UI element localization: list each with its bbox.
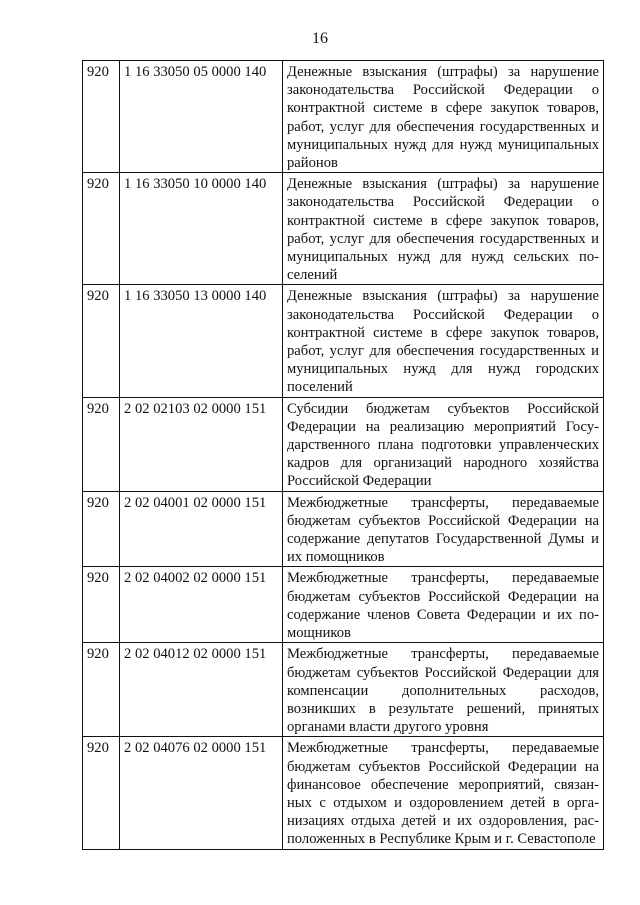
admin-code-cell: 920 bbox=[83, 643, 120, 737]
description-cell: Межбюджетные трансферты, передаваемые бюджетам субъектов Российской Федерации на финансовое обеспечение мероприятий, связанных с отдыхом и оздоровлением детей в организациях отдыха детей и их оздоровления, расположенных в Республике Крым и г. Севастополе bbox=[283, 737, 604, 849]
table-row bbox=[83, 643, 604, 737]
description-cell: Денежные взыскания (штрафы) за нарушение законодательства Российской Федерации о контрактной системе в сфере закупок товаров, работ, услуг для обеспечения государственных и муниципальных нужд для нужд сельских поселений bbox=[283, 173, 604, 285]
table-row bbox=[83, 397, 604, 491]
description-cell: Денежные взыскания (штрафы) за нарушение законодательства Российской Федерации о контрактной системе в сфере закупок товаров, работ, услуг для обеспечения государственных и муниципальных нужд для нужд городских поселений bbox=[283, 285, 604, 397]
table-row bbox=[83, 173, 604, 285]
table-row bbox=[83, 491, 604, 567]
kbk-cell: 2 02 04012 02 0000 151 bbox=[120, 643, 283, 737]
table-row bbox=[83, 61, 604, 173]
kbk-cell: 2 02 02103 02 0000 151 bbox=[120, 397, 283, 491]
kbk-cell: 1 16 33050 05 0000 140 bbox=[120, 61, 283, 173]
description-cell: Денежные взыскания (штрафы) за нарушение законодательства Российской Федерации о контрактной системе в сфере закупок товаров, работ, услуг для обеспечения государственных и муниципальных нужд для нужд муниципальных районов bbox=[283, 61, 604, 173]
description-cell: Межбюджетные трансферты, передаваемые бюджетам субъектов Российской Федерации для компенсации дополнительных расходов, возникших в результате решений, принятых органами власти другого уровня bbox=[283, 643, 604, 737]
table-row bbox=[83, 567, 604, 643]
admin-code-cell: 920 bbox=[83, 737, 120, 849]
page-number: 16 bbox=[312, 30, 328, 47]
admin-code-cell: 920 bbox=[83, 491, 120, 567]
admin-code-cell: 920 bbox=[83, 397, 120, 491]
description-cell: Межбюджетные трансферты, передаваемые бюджетам субъектов Российской Федерации на содержание членов Совета Федерации и их помощников bbox=[283, 567, 604, 643]
table-row bbox=[83, 737, 604, 849]
kbk-cell: 1 16 33050 10 0000 140 bbox=[120, 173, 283, 285]
budget-codes-table bbox=[82, 60, 604, 850]
description-cell: Межбюджетные трансферты, передаваемые бюджетам субъектов Российской Федерации на содержание депутатов Государственной Думы и их помощников bbox=[283, 491, 604, 567]
kbk-cell: 2 02 04002 02 0000 151 bbox=[120, 567, 283, 643]
admin-code-cell: 920 bbox=[83, 61, 120, 173]
kbk-cell: 2 02 04001 02 0000 151 bbox=[120, 491, 283, 567]
admin-code-cell: 920 bbox=[83, 567, 120, 643]
kbk-cell: 2 02 04076 02 0000 151 bbox=[120, 737, 283, 849]
description-cell: Субсидии бюджетам субъектов Российской Федерации на реализацию мероприятий Государственного плана подготовки управленческих кадров для организаций народного хозяйства Российской Федерации bbox=[283, 397, 604, 491]
table-row bbox=[83, 285, 604, 397]
admin-code-cell: 920 bbox=[83, 285, 120, 397]
admin-code-cell: 920 bbox=[83, 173, 120, 285]
kbk-cell: 1 16 33050 13 0000 140 bbox=[120, 285, 283, 397]
